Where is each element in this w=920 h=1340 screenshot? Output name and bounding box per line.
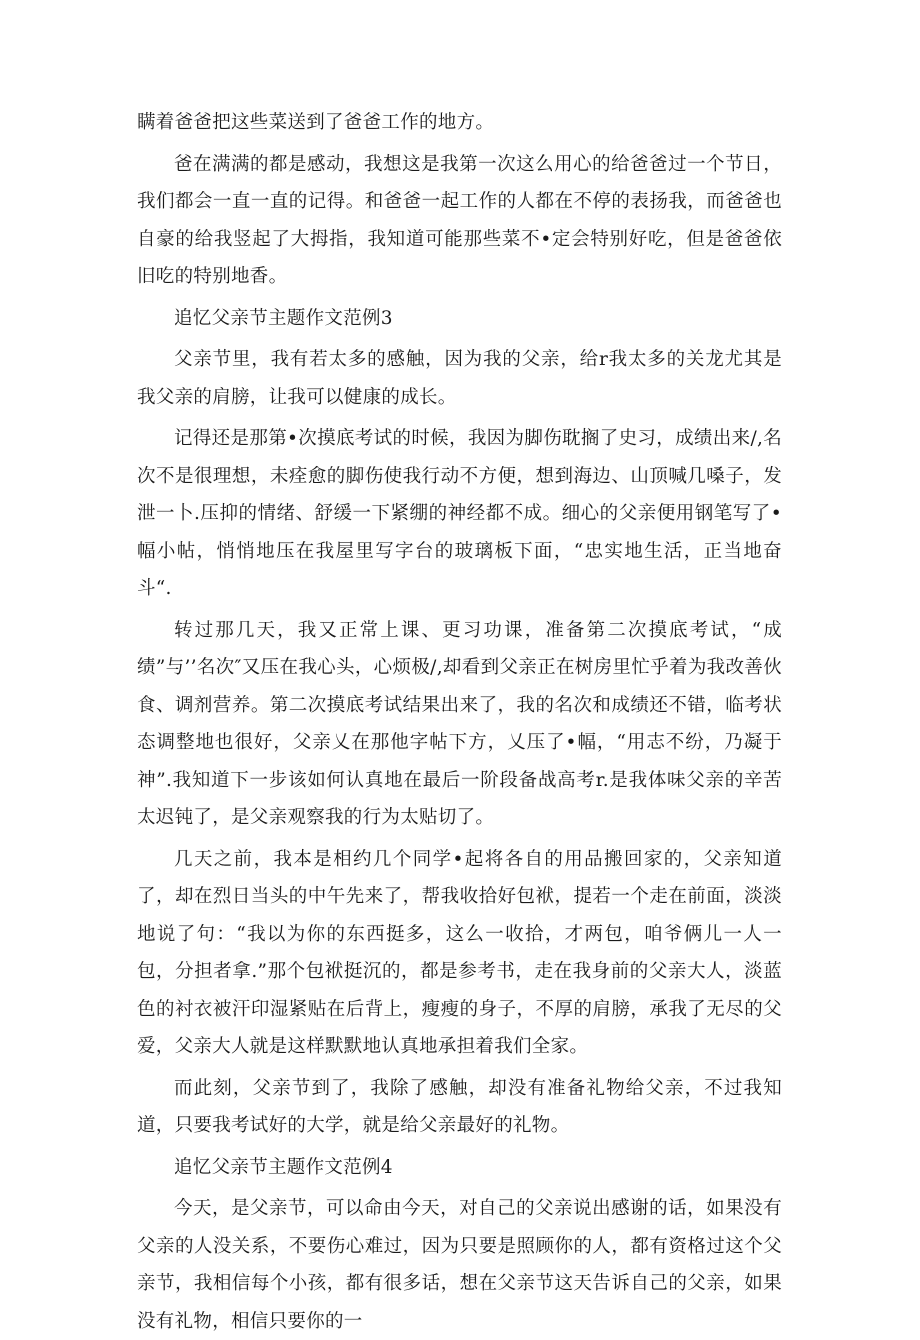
section-heading: 追忆父亲节主题作文范例3 [174,307,393,329]
document-body [137,104,782,1340]
paragraph: 而此刻，父亲节到了，我除了感触，却没有准备礼物给父亲，不过我知道，只要我考试好的大学，就是给父亲最好的礼物。 [137,1077,782,1136]
paragraph: 几天之前，我本是相约几个同学•起将各自的用品搬回家的，父亲知道了，却在烈日当头的中午先来了，帮我收拾好包袱，提若一个走在前面，淡淡地说了句：“我以为你的东西挺多，这么一收拾，才两包，咱爷俩儿一人一包，分担者拿.”那个包袱挺沉的，都是参考书，走在我身前的父亲大人，淡蓝色的衬衣被汗印湿紧贴在后背上，瘦瘦的身子，不厚的肩膀，承我了无尽的父爱，父亲大人就是这样默默地认真地承担着我们全家。 [137,848,782,1057]
paragraph: 父亲节里，我有若太多的感触，因为我的父亲，给r我太多的关龙尤其是我父亲的肩膀，让我可以健康的成长。 [137,349,782,408]
paragraph: 记得还是那第•次摸底考试的时候，我因为脚伤耽搁了史习，成绩出来/,名次不是很理想，未痊愈的脚伤使我行动不方便，想到海边、山顶喊几嗓子，发泄一卜.压抑的情绪、舒缓一下紧绷的神经都不成。细心的父亲便用钢笔写了•幅小帖，悄悄地压在我屋里写字台的玻璃板下面，“忠实地生活，正当地奋斗“. [137,428,782,599]
paragraph: 转过那几天，我又正常上课、更习功课，准备第二次摸底考试，“成绩”与’’名次″又压在我心头，心烦极/,却看到父亲正在树房里忙乎着为我改善伙食、调剂营养。第二次摸底考试结果出来了，我的名次和成绩还不错，临考状态调整地也很好，父亲乂在那他字帖下方，乂压了•幅，“用志不纷，乃凝于神”.我知道下一步该如何认真地在最后一阶段备战高考r.是我体味父亲的辛苦太迟钝了，是父亲观察我的行为太贴切了。 [137,619,782,828]
paragraph-continuation: 瞒着爸爸把这些菜送到了爸爸工作的地方。 [137,112,495,133]
section-heading: 追忆父亲节主题作文范例4 [174,1156,393,1178]
paragraph: 今天，是父亲节，可以命由今天，对自己的父亲说出感谢的话，如果没有父亲的人没关系，不要伤心难过，因为只要是照顾你的人，都有资格过这个父亲节，我相信每个小孩，都有很多话，想在父亲节这天告诉自己的父亲，如果没有礼物，相信只要你的一 [137,1198,782,1332]
paragraph: 爸在满满的都是感动，我想这是我第一次这么用心的给爸爸过一个节日，我们都会一直一直的记得。和爸爸一起工作的人都在不停的表扬我，而爸爸也自豪的给我竖起了大拇指，我知道可能那些菜不•定会特别好吃，但是爸爸依旧吃的特别地香。 [137,153,782,287]
